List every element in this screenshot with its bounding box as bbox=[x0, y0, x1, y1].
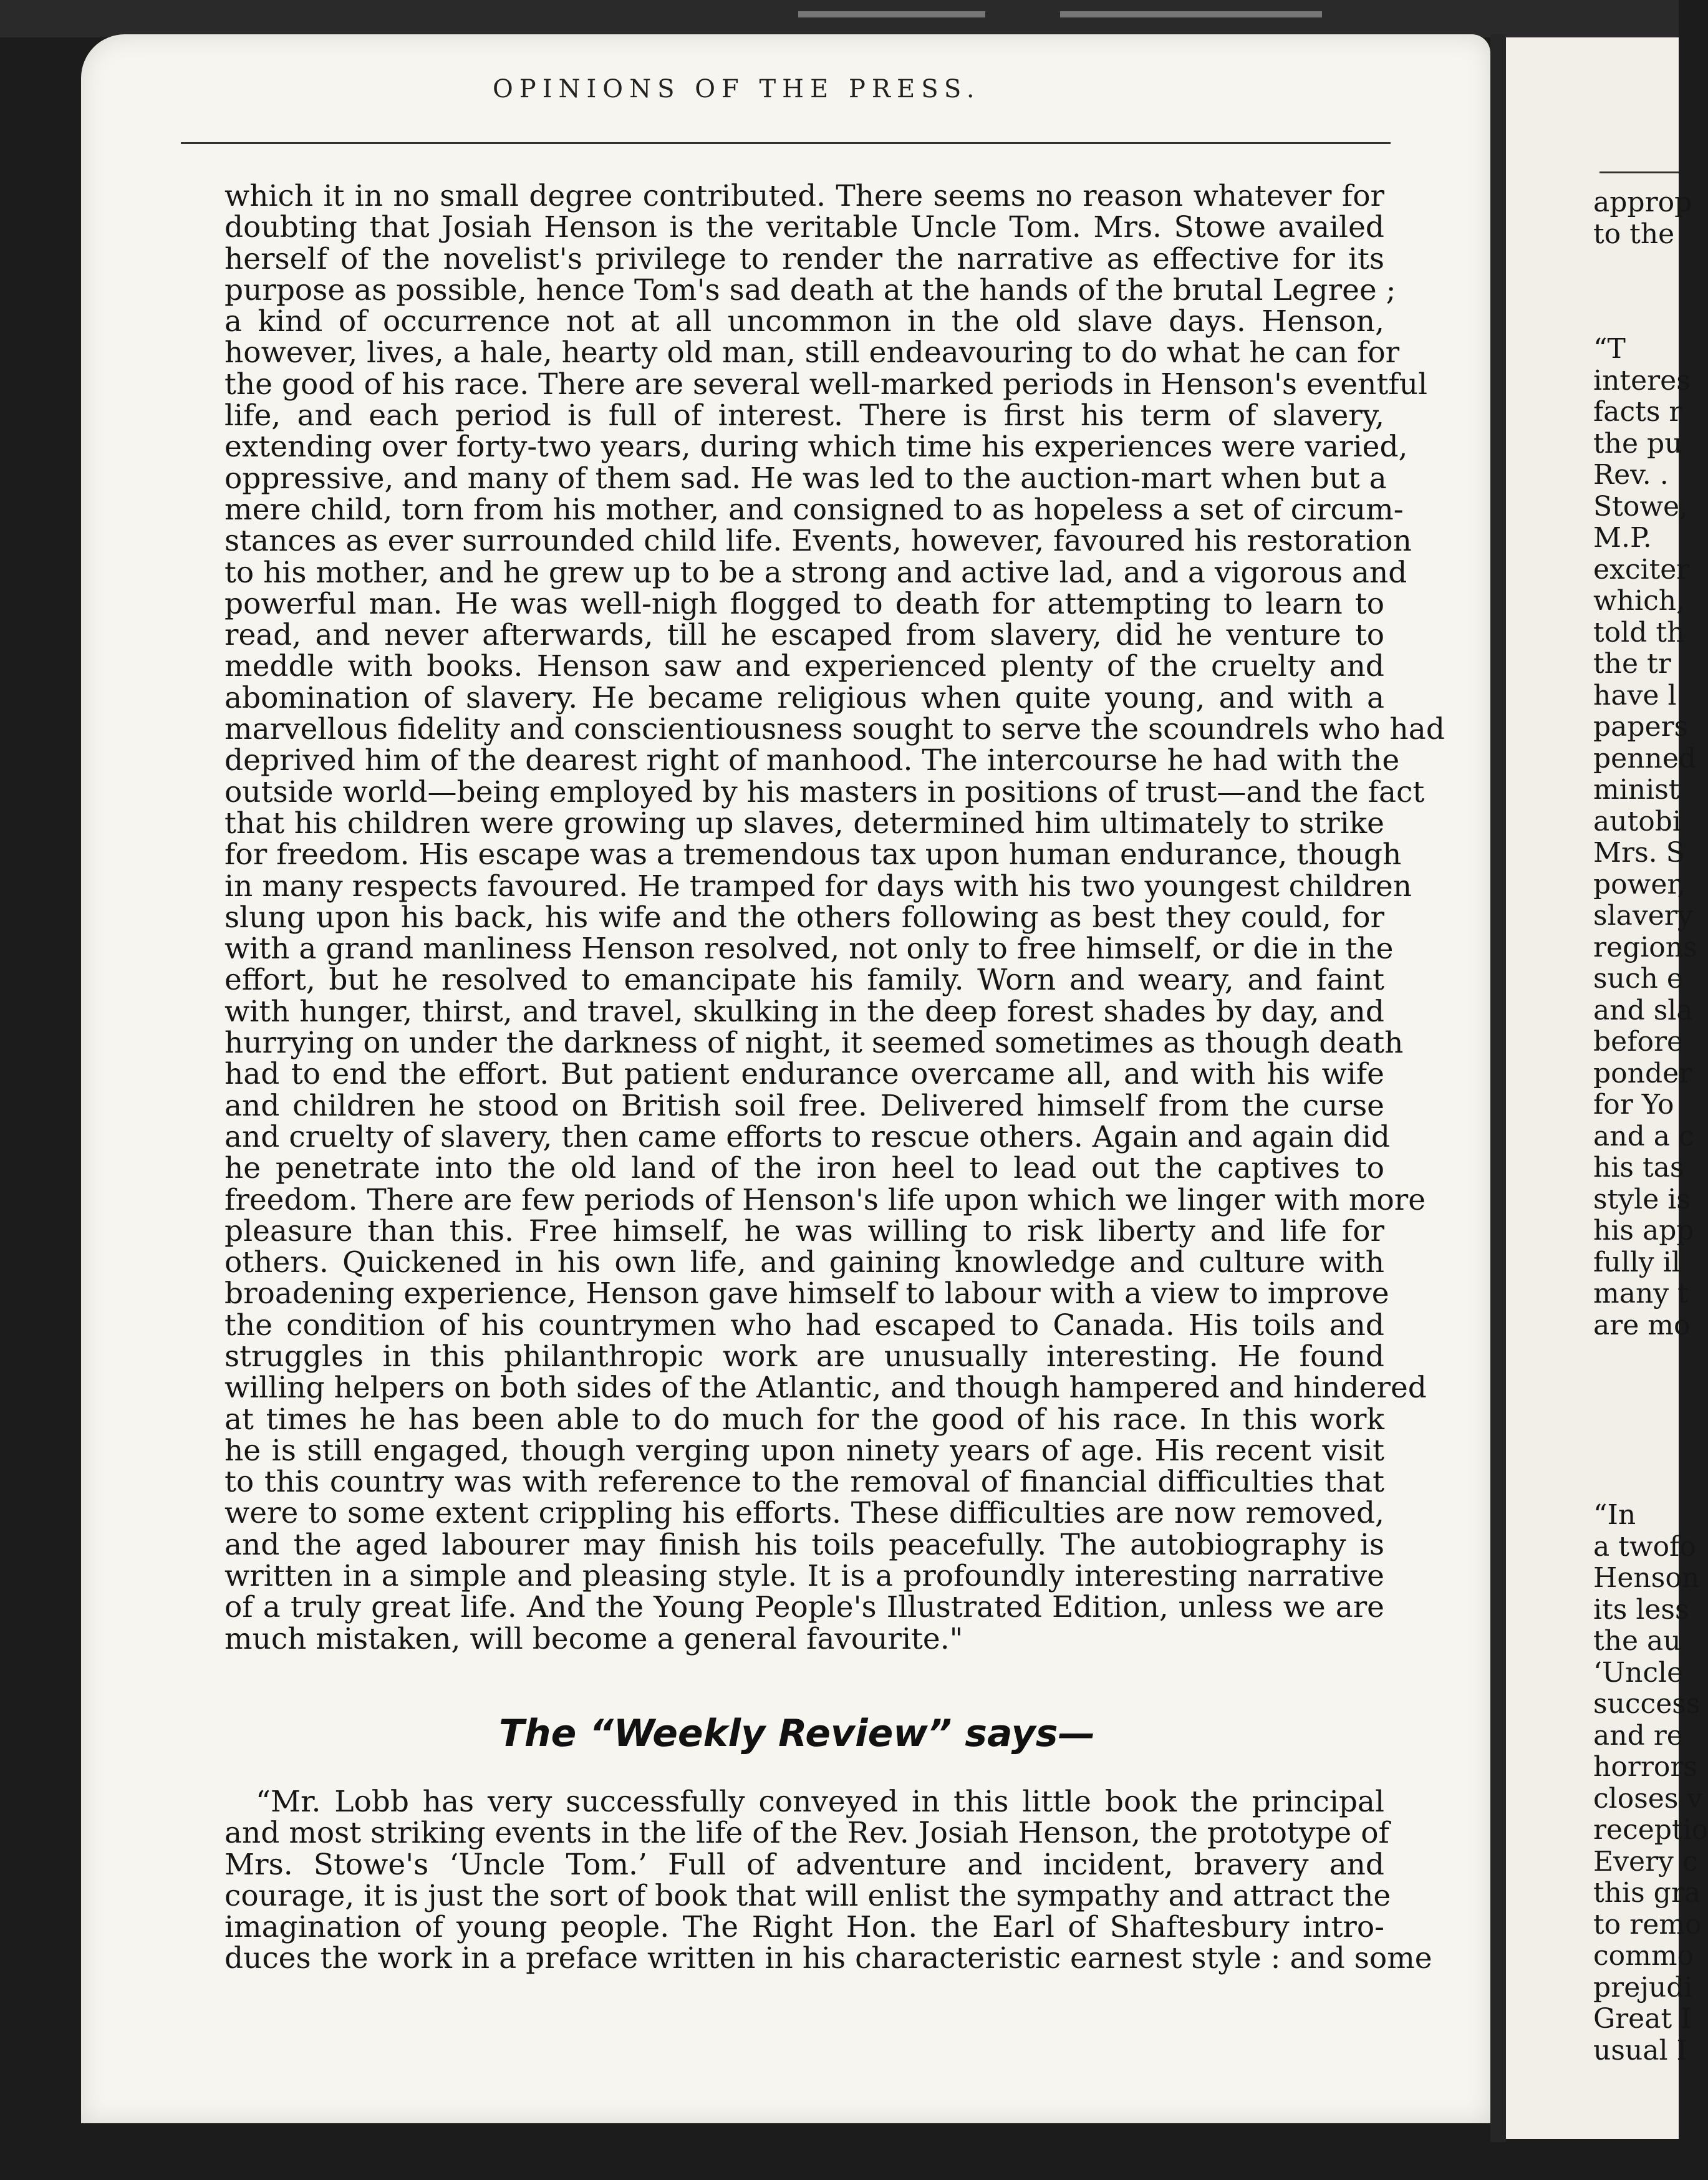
text-line: oppressive, and many of them sad. He was led to the auction-mart when but a bbox=[224, 461, 1387, 496]
fragment-line: and re bbox=[1593, 1719, 1683, 1752]
text-line: stances as ever surrounded child life. Events, however, favoured his restoration bbox=[224, 524, 1412, 559]
fragment-line: facts r bbox=[1593, 396, 1682, 428]
text-line: pleasure than this. Free himself, he was willing to risk liberty and life for bbox=[224, 1213, 1384, 1248]
text-line: had to end the effort. But patient endurance overcame all, and with his wife bbox=[224, 1057, 1384, 1092]
fragment-line: horrors bbox=[1593, 1751, 1697, 1783]
fragment-line: receptio bbox=[1593, 1814, 1708, 1846]
scan-top-strip bbox=[0, 0, 1679, 37]
text-line: with a grand manliness Henson resolved, not only to free himself, or die in the bbox=[224, 932, 1394, 967]
text-line: purpose as possible, hence Tom's sad death at the hands of the brutal Legree ; bbox=[224, 272, 1396, 307]
text-line: in many respects favoured. He tramped for days with his two youngest children bbox=[224, 869, 1412, 904]
text-line: to his mother, and he grew up to be a strong and active lad, and a vigorous and bbox=[224, 555, 1407, 590]
fragment-line: are mo bbox=[1593, 1309, 1691, 1341]
article-weekly-body bbox=[224, 179, 1445, 1709]
text-line: broadening experience, Henson gave himself to labour with a view to improve bbox=[224, 1276, 1389, 1311]
text-line: extending over forty-two years, during which time his experiences were varied, bbox=[224, 430, 1408, 465]
fragment-line: have l bbox=[1593, 679, 1677, 711]
text-line: and cruelty of slavery, then came efforts to rescue others. Again and again did bbox=[224, 1119, 1390, 1154]
text-line: the condition of his countrymen who had escaped to Canada. His toils and bbox=[224, 1308, 1384, 1343]
fragment-line: slavery bbox=[1593, 900, 1693, 932]
fragment-line: penned bbox=[1593, 742, 1697, 774]
page-right-fragment bbox=[1506, 37, 1708, 2139]
text-line: he penetrate into the old land of the iron heel to lead out the captives to bbox=[224, 1151, 1384, 1186]
text-line: meddle with books. Henson saw and experienced plenty of the cruelty and bbox=[224, 649, 1384, 684]
fragment-line: regions bbox=[1593, 931, 1697, 963]
fragment-line: many t bbox=[1593, 1278, 1689, 1309]
right-block-2 bbox=[1593, 1500, 1708, 2067]
fragment-line: which, bbox=[1593, 585, 1686, 617]
text-line: freedom. There are few periods of Henson's life upon which we linger with more bbox=[224, 1182, 1426, 1217]
fragment-line: a twofo bbox=[1593, 1530, 1696, 1563]
text-line: deprived him of the dearest right of manhood. The intercourse he had with the bbox=[224, 743, 1400, 778]
text-line: effort, but he resolved to emancipate his family. Worn and weary, and faint bbox=[224, 963, 1384, 998]
fragment-line: this gra bbox=[1593, 1877, 1701, 1909]
fragment-line: to the bbox=[1593, 218, 1675, 250]
text-line: outside world—being employed by his masters in positions of trust—and the fact bbox=[224, 774, 1425, 809]
fragment-line: approp bbox=[1593, 186, 1692, 218]
section-subheading: The “Weekly Review” says— bbox=[499, 1712, 1096, 1755]
right-top-lines bbox=[1593, 187, 1692, 250]
text-line: at times he has been able to do much for the good of his race. In this work bbox=[224, 1402, 1384, 1437]
fragment-line: papers bbox=[1593, 711, 1689, 743]
text-line: life, and each period is full of interest. There is first his term of slavery, bbox=[224, 398, 1384, 433]
header-rule bbox=[181, 142, 1391, 144]
fragment-line: Every c bbox=[1593, 1845, 1698, 1878]
fragment-line: prejudi bbox=[1593, 1971, 1693, 2004]
right-header-rule bbox=[1599, 171, 1679, 173]
fragment-line: interes bbox=[1593, 364, 1691, 397]
text-line: for freedom. His escape was a tremendous tax upon human endurance, though bbox=[224, 837, 1402, 872]
text-line: hurrying on under the darkness of night, it seemed sometimes as though death bbox=[224, 1026, 1404, 1061]
text-line: mere child, torn from his mother, and consigned to as hopeless a set of circum- bbox=[224, 492, 1404, 527]
text-line: a kind of occurrence not at all uncommon in the old slave days. Henson, bbox=[224, 304, 1384, 339]
text-line: “Mr. Lobb has very successfully conveyed in this little book the principal bbox=[256, 1785, 1384, 1819]
fragment-line: told th bbox=[1593, 616, 1685, 649]
text-line: doubting that Josiah Henson is the veritable Uncle Tom. Mrs. Stowe availed bbox=[224, 210, 1384, 245]
fragment-line: and a c bbox=[1593, 1120, 1694, 1152]
text-line: courage, it is just the sort of book that will enlist the sympathy and attract the bbox=[224, 1878, 1391, 1913]
text-line: duces the work in a preface written in his characteristic earnest style : and some bbox=[224, 1941, 1432, 1976]
running-header: OPINIONS OF THE PRESS. bbox=[493, 75, 981, 104]
fragment-line: the au bbox=[1593, 1625, 1681, 1657]
text-line: with hunger, thirst, and travel, skulking in the deep forest shades by day, and bbox=[224, 994, 1384, 1029]
text-line: abomination of slavery. He became religious when quite young, and with a bbox=[224, 680, 1384, 715]
text-line: were to some extent crippling his efforts. These difficulties are now removed, bbox=[224, 1496, 1384, 1531]
fragment-line: ‘Uncle bbox=[1593, 1656, 1684, 1689]
fragment-line: style is bbox=[1593, 1183, 1691, 1215]
text-line: the good of his race. There are several well-marked periods in Henson's eventful bbox=[224, 367, 1427, 402]
fragment-line: Rev. . bbox=[1593, 459, 1669, 491]
fragment-line: “In bbox=[1593, 1499, 1636, 1531]
fragment-line: the pu bbox=[1593, 427, 1682, 460]
fragment-line: Henson bbox=[1593, 1562, 1700, 1594]
text-line: of a truly great life. And the Young People's Illustrated Edition, unless we are bbox=[224, 1590, 1384, 1625]
fragment-line: before bbox=[1593, 1026, 1684, 1058]
text-line: written in a simple and pleasing style. It is a profoundly interesting narrative bbox=[224, 1559, 1384, 1594]
fragment-line: and sla bbox=[1593, 994, 1693, 1026]
fragment-line: the tr bbox=[1593, 648, 1671, 680]
text-line: powerful man. He was well-nigh flogged to death for attempting to learn to bbox=[224, 586, 1384, 621]
text-line: imagination of young people. The Right Hon. the Earl of Shaftesbury intro- bbox=[224, 1910, 1384, 1945]
text-line: slung upon his back, his wife and the others following as best they could, for bbox=[224, 900, 1384, 935]
fragment-line: autobi bbox=[1593, 805, 1681, 837]
fragment-line: Mrs. S bbox=[1593, 837, 1685, 869]
fragment-line: for Yo bbox=[1593, 1089, 1674, 1121]
fragment-line: its less bbox=[1593, 1593, 1689, 1626]
fragment-line: his app bbox=[1593, 1215, 1694, 1247]
text-line: others. Quickened in his own life, and gaining knowledge and culture with bbox=[224, 1245, 1384, 1280]
text-line: and children he stood on British soil free. Delivered himself from the curse bbox=[224, 1088, 1384, 1123]
text-line: however, lives, a hale, hearty old man, still endeavouring to do what he can for bbox=[224, 335, 1400, 370]
page-gutter bbox=[1490, 34, 1506, 2142]
fragment-line: M.P. bbox=[1593, 522, 1652, 554]
text-line: willing helpers on both sides of the Atlantic, and though hampered and hindered bbox=[224, 1371, 1427, 1406]
fragment-line: to remo bbox=[1593, 1908, 1702, 1941]
fragment-line: commo bbox=[1593, 1940, 1694, 1972]
article-weekly-review bbox=[224, 1785, 1432, 2073]
fragment-line: success bbox=[1593, 1688, 1701, 1720]
fragment-line: ponder bbox=[1593, 1057, 1692, 1089]
fragment-line: usual I bbox=[1593, 2034, 1687, 2067]
right-block-1 bbox=[1593, 334, 1697, 1341]
text-line: which it in no small degree contributed. There seems no reason whatever for bbox=[224, 179, 1384, 213]
text-line: marvellous fidelity and conscientiousness sought to serve the scoundrels who had bbox=[224, 712, 1445, 747]
fragment-line: exciter bbox=[1593, 553, 1690, 586]
text-line: and the aged labourer may finish his toils peacefully. The autobiography is bbox=[224, 1527, 1384, 1562]
text-line: to this country was with reference to the removal of financial difficulties that bbox=[224, 1465, 1384, 1500]
fragment-line: “T bbox=[1593, 333, 1626, 365]
fragment-line: power, bbox=[1593, 868, 1686, 900]
fragment-line: such e bbox=[1593, 963, 1683, 995]
text-line: read, and never afterwards, till he escaped from slavery, did he venture to bbox=[224, 618, 1384, 653]
text-line: and most striking events in the life of the Rev. Josiah Henson, the prototype of bbox=[224, 1816, 1389, 1851]
fragment-line: closes v bbox=[1593, 1782, 1703, 1815]
text-line: that his children were growing up slaves, determined him ultimately to strike bbox=[224, 806, 1384, 841]
text-line: herself of the novelist's privilege to render the narrative as effective for its bbox=[224, 241, 1384, 276]
fragment-line: minist bbox=[1593, 774, 1680, 806]
text-line: struggles in this philanthropic work are unusually interesting. He found bbox=[224, 1339, 1384, 1374]
text-line: he is still engaged, though verging upon ninety years of age. His recent visit bbox=[224, 1433, 1384, 1468]
fragment-line: fully il bbox=[1593, 1246, 1681, 1278]
text-line: much mistaken, will become a general favourite." bbox=[224, 1621, 963, 1656]
fragment-line: his tas bbox=[1593, 1152, 1684, 1184]
text-line: Mrs. Stowe's ‘Uncle Tom.’ Full of adventure and incident, bravery and bbox=[224, 1847, 1384, 1882]
fragment-line: Great I bbox=[1593, 2003, 1692, 2035]
fragment-line: Stowe, bbox=[1593, 490, 1689, 523]
